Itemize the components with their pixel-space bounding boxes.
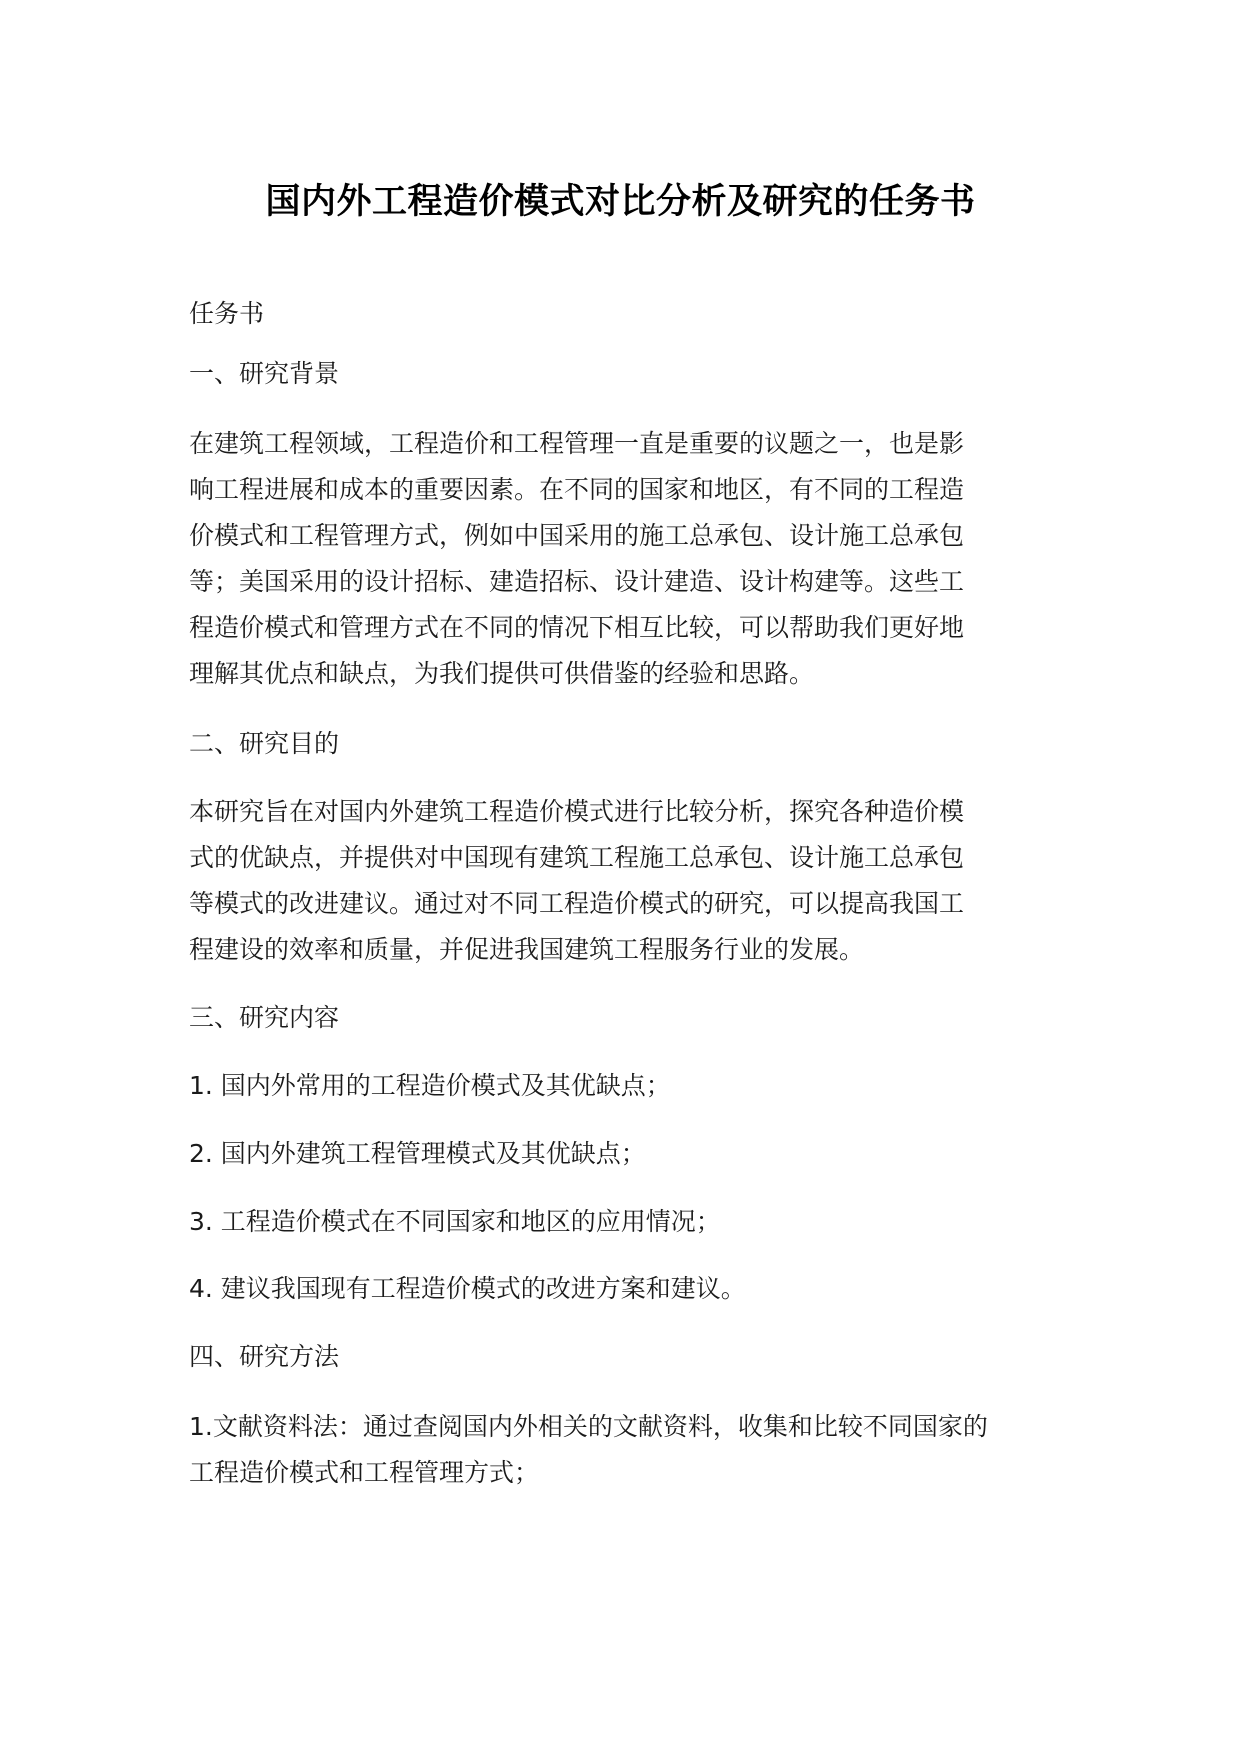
paragraph-line: 等；美国采用的设计招标、建造招标、设计建造、设计构建等。这些工 [189,567,965,596]
section-body-purpose [189,789,1059,973]
list-item: 2. 国内外建筑工程管理模式及其优缺点； [189,1139,646,1168]
section-heading-purpose: 二、研究目的 [189,729,340,758]
paragraph-line: 在建筑工程领域，工程造价和工程管理一直是重要的议题之一，也是影 [189,429,965,458]
section-heading-background: 一、研究背景 [189,359,340,388]
paragraph-line: 响工程进展和成本的重要因素。在不同的国家和地区，有不同的工程造 [189,475,965,504]
section-body-method [189,1404,1059,1496]
paragraph-line: 等模式的改进建议。通过对不同工程造价模式的研究，可以提高我国工 [189,889,965,918]
document-title: 国内外工程造价模式对比分析及研究的任务书 [265,182,976,222]
section-body-background [189,421,1059,697]
paragraph-line: 本研究旨在对国内外建筑工程造价模式进行比较分析，探究各种造价模 [189,797,965,826]
list-item: 4. 建议我国现有工程造价模式的改进方案和建议。 [189,1274,746,1303]
document-label: 任务书 [189,299,265,328]
list-item: 3. 工程造价模式在不同国家和地区的应用情况； [189,1207,721,1236]
list-item: 1. 国内外常用的工程造价模式及其优缺点； [189,1071,671,1100]
section-heading-method: 四、研究方法 [189,1342,340,1371]
paragraph-line: 价模式和工程管理方式，例如中国采用的施工总承包、设计施工总承包 [189,521,965,550]
section-heading-content: 三、研究内容 [189,1003,340,1032]
paragraph-line: 式的优缺点，并提供对中国现有建筑工程施工总承包、设计施工总承包 [189,843,965,872]
paragraph-line: 程建设的效率和质量，并促进我国建筑工程服务行业的发展。 [189,935,865,964]
paragraph-line: 工程造价模式和工程管理方式； [189,1458,540,1487]
paragraph-line: 1.文献资料法：通过查阅国内外相关的文献资料，收集和比较不同国家的 [189,1412,988,1441]
paragraph-line: 程造价模式和管理方式在不同的情况下相互比较，可以帮助我们更好地 [189,613,965,642]
paragraph-line: 理解其优点和缺点，为我们提供可供借鉴的经验和思路。 [189,659,815,688]
